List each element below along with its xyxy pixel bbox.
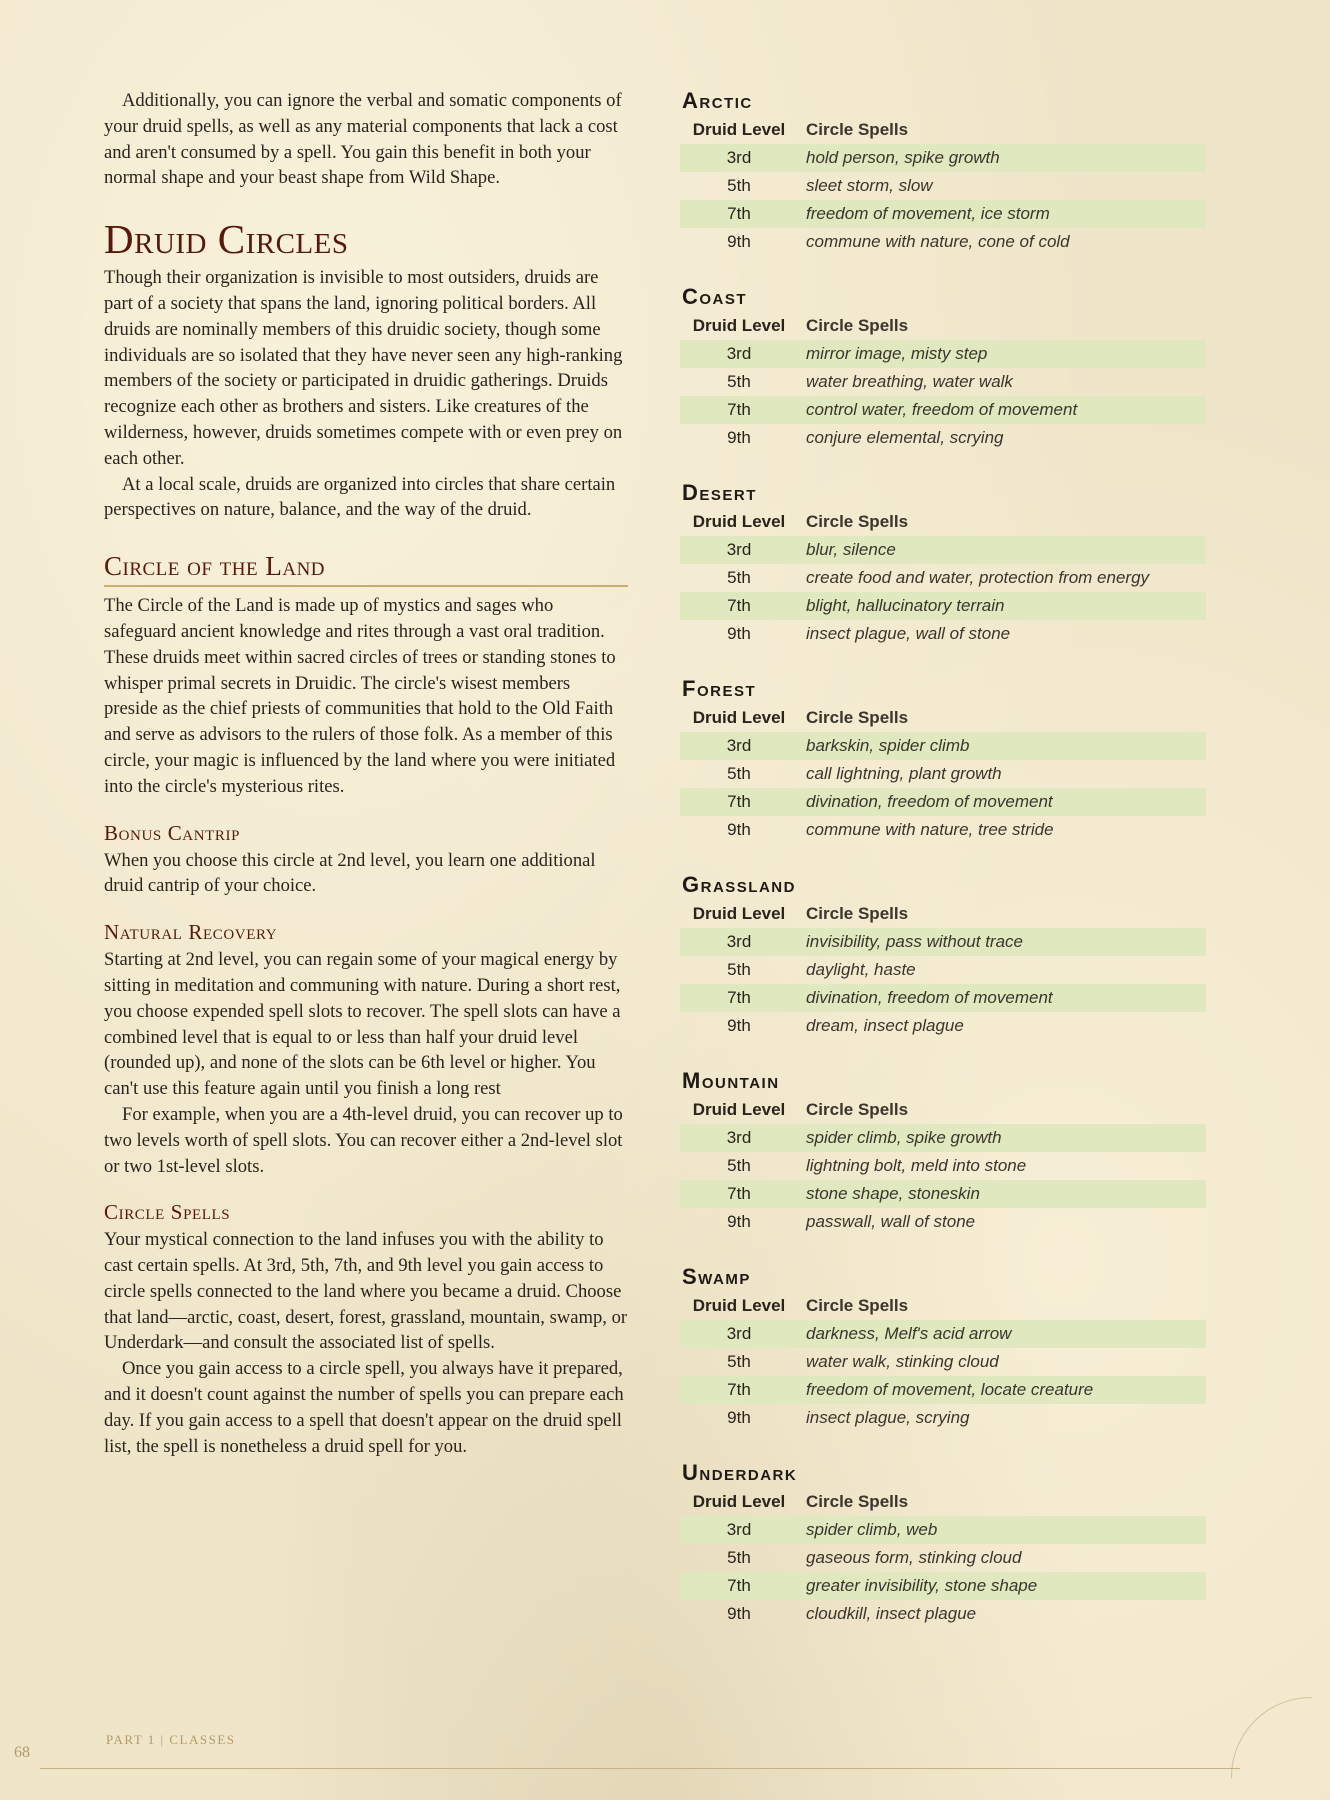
- table-row: [680, 536, 1206, 564]
- druid-level-cell: 5th: [727, 960, 751, 979]
- druid-level-cell: 5th: [727, 764, 751, 783]
- natural-recovery-heading: Natural Recovery: [104, 920, 278, 945]
- druid-level-cell: 9th: [727, 1016, 751, 1035]
- druid-level-cell: 3rd: [726, 1128, 752, 1147]
- druid-level-cell: 7th: [727, 1576, 751, 1595]
- table-row: [680, 1544, 1206, 1572]
- druid-level-cell: 7th: [727, 1380, 751, 1399]
- druid-level-cell: 3rd: [726, 1324, 752, 1343]
- druid-level-cell: 7th: [727, 1184, 751, 1203]
- intro-paragraph: Additionally, you can ignore the verbal and somatic components of your druid spells, as well as any material components that lack a cost and aren't consumed by a spell. You gain this benefit in both your normal shape and your beast shape from Wild Shape.: [104, 90, 622, 189]
- druid-level-cell: 9th: [727, 820, 751, 839]
- druid-level-cell: 5th: [727, 1156, 751, 1175]
- circle-spells-cell: cloudkill, insect plague: [806, 1604, 977, 1623]
- circle-spells-cell: control water, freedom of movement: [806, 400, 1078, 419]
- bottom-divider: [40, 1768, 1240, 1769]
- circle-spells-cell: create food and water, protection from energy: [806, 568, 1150, 587]
- table-row: [680, 1404, 1206, 1432]
- header-circle-spells: Circle Spells: [806, 512, 909, 531]
- circle-spells-cell: darkness, Melf's acid arrow: [806, 1324, 1012, 1343]
- druid-level-cell: 7th: [727, 596, 751, 615]
- circle-spells-table: [680, 116, 1206, 256]
- circle-spells-table: [680, 1292, 1206, 1432]
- druid-level-cell: 9th: [727, 1408, 751, 1427]
- circle-spells-cell: call lightning, plant growth: [806, 764, 1002, 783]
- druid-level-cell: 5th: [727, 176, 751, 195]
- right-column: [680, 86, 1206, 1654]
- druid-level-cell: 3rd: [726, 148, 752, 167]
- circle-spells-cell: freedom of movement, locate creature: [806, 1380, 1094, 1399]
- table-row: [680, 1376, 1206, 1404]
- circle-spells-cell: insect plague, scrying: [806, 1408, 970, 1427]
- circle-spells-cell: insect plague, wall of stone: [806, 624, 1011, 643]
- circle-spells-cell: hold person, spike growth: [806, 148, 1000, 167]
- druid-level-cell: 5th: [727, 372, 751, 391]
- header-circle-spells: Circle Spells: [806, 904, 909, 923]
- table-row: [680, 172, 1206, 200]
- table-row: [680, 1348, 1206, 1376]
- table-row: [680, 956, 1206, 984]
- circle-spells-table: [680, 312, 1206, 452]
- header-circle-spells: Circle Spells: [806, 1492, 909, 1511]
- land-section-swamp: [680, 1262, 1206, 1458]
- table-row: [680, 1516, 1206, 1544]
- druid-level-cell: 5th: [727, 568, 751, 587]
- header-circle-spells: Circle Spells: [806, 120, 909, 139]
- header-circle-spells: Circle Spells: [806, 316, 909, 335]
- druid-level-cell: 9th: [727, 1604, 751, 1623]
- druid-level-cell: 5th: [727, 1548, 751, 1567]
- circle-spells-cell: stone shape, stoneskin: [806, 1184, 980, 1203]
- table-row: [680, 228, 1206, 256]
- header-circle-spells: Circle Spells: [806, 1296, 909, 1315]
- circle-spells-cell: water walk, stinking cloud: [806, 1352, 999, 1371]
- header-druid-level: Druid Level: [692, 1492, 786, 1511]
- land-title: Forest: [682, 676, 757, 701]
- land-section-desert: [680, 478, 1206, 674]
- circle-spells-cell: invisibility, pass without trace: [806, 932, 1023, 951]
- circle-spells-cell: mirror image, misty step: [806, 344, 988, 363]
- druid-level-cell: 3rd: [726, 540, 752, 559]
- natural-recovery-paragraph-1: Starting at 2nd level, you can regain some of your magical energy by sitting in meditation and communing with nature. During a short rest, you choose expended spell slots to recover. The spell slots can have a combined level that is equal to or less than half your druid level (rounded up), and none of the slots can be 6th level or higher. You can't use this feature again until you finish a long rest: [104, 949, 621, 1100]
- table-header-row: [680, 116, 1206, 144]
- table-header-row: [680, 312, 1206, 340]
- druid-level-cell: 7th: [727, 400, 751, 419]
- land-title: Arctic: [682, 88, 753, 113]
- land-section-mountain: [680, 1066, 1206, 1262]
- table-header-row: [680, 1096, 1206, 1124]
- land-title: Desert: [682, 480, 757, 505]
- header-druid-level: Druid Level: [692, 904, 786, 923]
- circle-spells-cell: dream, insect plague: [806, 1016, 964, 1035]
- table-row: [680, 1124, 1206, 1152]
- circle-spells-paragraph-1: Your mystical connection to the land infuses you with the ability to cast certain spells. At 3rd, 5th, 7th, and 9th level you gain access to circle spells connected to the land where you became a druid. Choose that land—arctic, coast, desert, forest, grassland, mountain, swamp, or Underdark—and consult the associated list of spells.: [104, 1229, 628, 1354]
- circle-spells-cell: divination, freedom of movement: [806, 792, 1053, 811]
- table-row: [680, 1208, 1206, 1236]
- natural-recovery-paragraph-2: For example, when you are a 4th-level druid, you can recover up to two levels worth of spell slots. You can recover either a 2nd-level slot or two 1st-level slots.: [104, 1103, 623, 1177]
- land-title: Mountain: [682, 1068, 780, 1093]
- circle-spells-table: [680, 1096, 1206, 1236]
- circle-spells-cell: passwall, wall of stone: [806, 1212, 976, 1231]
- druid-level-cell: 9th: [727, 624, 751, 643]
- druid-level-cell: 5th: [727, 1352, 751, 1371]
- page-number: 68: [14, 1744, 30, 1761]
- circle-spells-cell: blight, hallucinatory terrain: [806, 596, 1005, 615]
- table-header-row: [680, 508, 1206, 536]
- circle-spells-cell: commune with nature, tree stride: [806, 820, 1054, 839]
- circle-spells-cell: gaseous form, stinking cloud: [806, 1548, 1022, 1567]
- table-row: [680, 816, 1206, 844]
- table-header-row: [680, 1488, 1206, 1516]
- circle-spells-table: [680, 900, 1206, 1040]
- table-header-row: [680, 1292, 1206, 1320]
- header-druid-level: Druid Level: [692, 316, 786, 335]
- table-row: [680, 200, 1206, 228]
- table-row: [680, 984, 1206, 1012]
- circle-spells-table: [680, 704, 1206, 844]
- header-druid-level: Druid Level: [692, 120, 786, 139]
- circle-spells-cell: daylight, haste: [806, 960, 916, 979]
- druid-level-cell: 9th: [727, 428, 751, 447]
- table-row: [680, 340, 1206, 368]
- table-row: [680, 592, 1206, 620]
- bonus-cantrip-heading: Bonus Cantrip: [104, 820, 241, 845]
- land-section-grassland: [680, 870, 1206, 1066]
- circle-spells-cell: conjure elemental, scrying: [806, 428, 1004, 447]
- table-row: [680, 144, 1206, 172]
- page-curl-decoration: [1231, 1697, 1312, 1778]
- table-row: [680, 928, 1206, 956]
- druid-level-cell: 3rd: [726, 344, 752, 363]
- circle-of-the-land-heading: Circle of the Land: [104, 551, 628, 587]
- header-druid-level: Druid Level: [692, 708, 786, 727]
- druid-level-cell: 9th: [727, 1212, 751, 1231]
- header-druid-level: Druid Level: [692, 1100, 786, 1119]
- table-row: [680, 1180, 1206, 1208]
- circles-paragraph-1: Though their organization is invisible to most outsiders, druids are part of a society that spans the land, ignoring political borders. All druids are nominally members of this druidic society, though some individuals are so isolated that they have never seen any high-ranking members of the society or participated in druidic gatherings. Druids recognize each other as brothers and sisters. Like creatures of the wilderness, however, druids sometimes compete with or even prey on each other.: [104, 267, 623, 469]
- table-row: [680, 1012, 1206, 1040]
- druid-level-cell: 7th: [727, 988, 751, 1007]
- circle-spells-table: [680, 1488, 1206, 1628]
- circle-spells-cell: commune with nature, cone of cold: [806, 232, 1070, 251]
- table-header-row: [680, 704, 1206, 732]
- druid-level-cell: 9th: [727, 232, 751, 251]
- druid-level-cell: 3rd: [726, 736, 752, 755]
- bonus-cantrip-paragraph: When you choose this circle at 2nd level, you learn one additional druid cantrip of your choice.: [104, 849, 596, 897]
- circle-spells-cell: water breathing, water walk: [806, 372, 1013, 391]
- circle-spells-cell: divination, freedom of movement: [806, 988, 1053, 1007]
- druid-circles-heading: Druid Circles: [104, 216, 349, 263]
- circle-spells-paragraph-2: Once you gain access to a circle spell, you always have it prepared, and it doesn't count against the number of spells you can prepare each day. If you gain access to a spell that doesn't appear on the druid spell list, the spell is nonetheless a druid spell for you.: [104, 1358, 624, 1457]
- circle-spells-cell: blur, silence: [806, 540, 896, 559]
- table-row: [680, 732, 1206, 760]
- header-druid-level: Druid Level: [692, 1296, 786, 1315]
- circle-spells-cell: spider climb, web: [806, 1520, 938, 1539]
- circle-spells-cell: spider climb, spike growth: [806, 1128, 1002, 1147]
- table-row: [680, 1600, 1206, 1628]
- druid-level-cell: 3rd: [726, 932, 752, 951]
- page-footer: PART 1 | CLASSES: [106, 1732, 236, 1747]
- circles-paragraph-2: At a local scale, druids are organized into circles that share certain perspectives on nature, balance, and the way of the druid.: [104, 473, 616, 521]
- table-row: [680, 424, 1206, 452]
- circle-spells-table: [680, 508, 1206, 648]
- land-title: Coast: [682, 284, 748, 309]
- header-circle-spells: Circle Spells: [806, 1100, 909, 1119]
- land-title: Underdark: [682, 1460, 798, 1485]
- druid-level-cell: 7th: [727, 204, 751, 223]
- land-title: Swamp: [682, 1264, 751, 1289]
- circle-spells-cell: greater invisibility, stone shape: [806, 1576, 1038, 1595]
- table-row: [680, 788, 1206, 816]
- circle-spells-heading: Circle Spells: [104, 1200, 231, 1225]
- land-section-underdark: [680, 1458, 1206, 1654]
- table-row: [680, 620, 1206, 648]
- table-row: [680, 396, 1206, 424]
- circle-spells-cell: freedom of movement, ice storm: [806, 204, 1050, 223]
- table-row: [680, 1152, 1206, 1180]
- table-row: [680, 564, 1206, 592]
- circle-spells-cell: sleet storm, slow: [806, 176, 933, 195]
- table-row: [680, 760, 1206, 788]
- druid-level-cell: 3rd: [726, 1520, 752, 1539]
- table-row: [680, 368, 1206, 396]
- header-circle-spells: Circle Spells: [806, 708, 909, 727]
- druid-level-cell: 7th: [727, 792, 751, 811]
- table-row: [680, 1572, 1206, 1600]
- circle-spells-cell: lightning bolt, meld into stone: [806, 1156, 1027, 1175]
- land-title: Grassland: [682, 872, 796, 897]
- table-row: [680, 1320, 1206, 1348]
- table-header-row: [680, 900, 1206, 928]
- land-section-forest: [680, 674, 1206, 870]
- circle-of-the-land-paragraph: The Circle of the Land is made up of mystics and sages who safeguard ancient knowledge and rites through a vast oral tradition. These druids meet within sacred circles of trees or standing stones to whisper primal secrets in Druidic. The circle's wisest members preside as the chief priests of communities that hold to the Old Faith and serve as advisors to the rulers of those folk. As a member of this circle, your magic is influenced by the land where you were initiated into the circle's mysterious rites.: [104, 595, 616, 797]
- circle-spells-cell: barkskin, spider climb: [806, 736, 970, 755]
- left-column: [104, 88, 628, 1459]
- land-section-coast: [680, 282, 1206, 478]
- land-section-arctic: [680, 86, 1206, 282]
- header-druid-level: Druid Level: [692, 512, 786, 531]
